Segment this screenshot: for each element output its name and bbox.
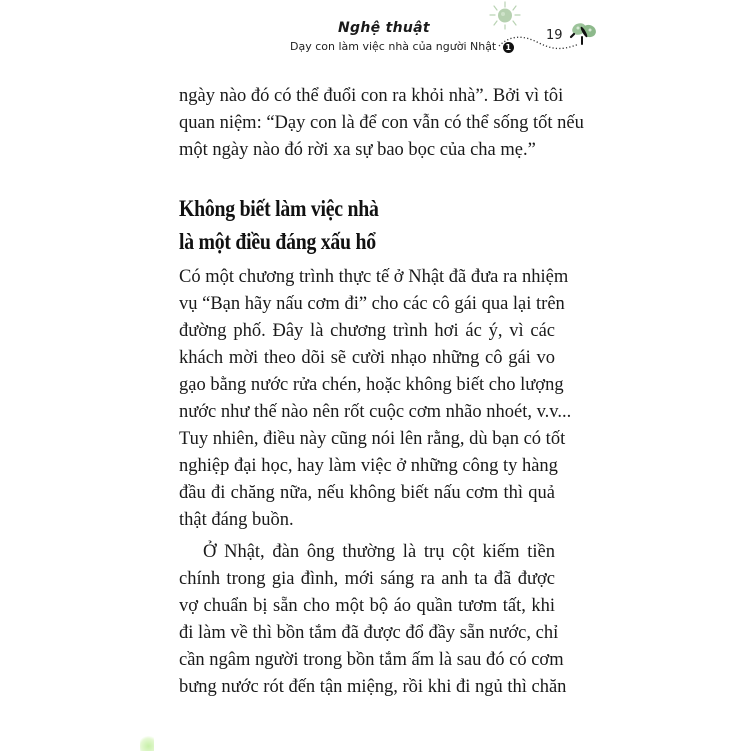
text-line: vợ chuẩn bị sẵn cho một bộ áo quần tươm tất, khi (179, 596, 555, 616)
text-line: đầu đi chăng nữa, nếu không biết nấu cơm thì quả (179, 483, 555, 503)
sun-icon (485, 0, 525, 32)
volume-badge: 1 (503, 42, 514, 53)
paragraph-1 (179, 83, 584, 164)
heading-line: là một điều đáng xấu hổ (179, 229, 376, 254)
text-line: thật đáng buồn. (179, 510, 294, 530)
text-line: chính trong gia đình, mới sáng ra anh ta đã được (179, 569, 555, 589)
text-line: vụ “Bạn hãy nấu cơm đi” cho các cô gái qua lại trên (179, 294, 565, 314)
book-subtitle (290, 40, 514, 53)
text-line: Ở Nhật, đàn ông thường là trụ cột kiếm tiền (203, 542, 555, 562)
text-line: Có một chương trình thực tế ở Nhật đã đưa ra nhiệm (179, 267, 569, 287)
page-number: 19 (546, 28, 563, 43)
heading-line: Không biết làm việc nhà (179, 196, 379, 221)
text-line: quan niệm: “Dạy con là để con vẫn có thể sống tốt nếu (179, 113, 584, 133)
butterfly-icon (568, 20, 598, 46)
text-line: gạo bằng nước rửa chén, hoặc không biết cho lượng (179, 375, 564, 395)
section-heading (179, 192, 379, 258)
text-line: một ngày nào đó rời xa sự bao bọc của cha mẹ.” (179, 140, 536, 160)
text-line: ngày nào đó có thể đuổi con ra khỏi nhà”. Bởi vì tôi (179, 86, 564, 106)
text-line: nghiệp đại học, hay làm việc ở những công ty hàng (179, 456, 558, 476)
text-line: bưng nước rót đến tận miệng, rồi khi đi ngủ thì chăn (179, 677, 567, 697)
text-line: đường phố. Đây là chương trình hơi ác ý, vì các (179, 321, 555, 341)
text-line: khách mời theo dõi sẽ cười nhạo những cô gái vo (179, 348, 555, 368)
text-line: Tuy nhiên, điều này cũng nói lên rằng, dù bạn có tốt (179, 429, 566, 449)
text-line: đi làm về thì bồn tắm đã được đổ đầy sẵn nước, chỉ (179, 623, 559, 643)
text-line: cần ngâm người trong bồn tắm ấm là sau đó có cơm (179, 650, 564, 670)
paragraph-3 (179, 539, 567, 701)
book-subtitle-text: Dạy con làm việc nhà của người Nhật (290, 40, 497, 53)
series-title: Nghệ thuật (338, 20, 430, 36)
text-line: nước như thế nào nên rốt cuộc cơm nhão nhoét, v.v... (179, 402, 572, 422)
corner-decoration (140, 735, 154, 751)
paragraph-2 (179, 264, 572, 534)
